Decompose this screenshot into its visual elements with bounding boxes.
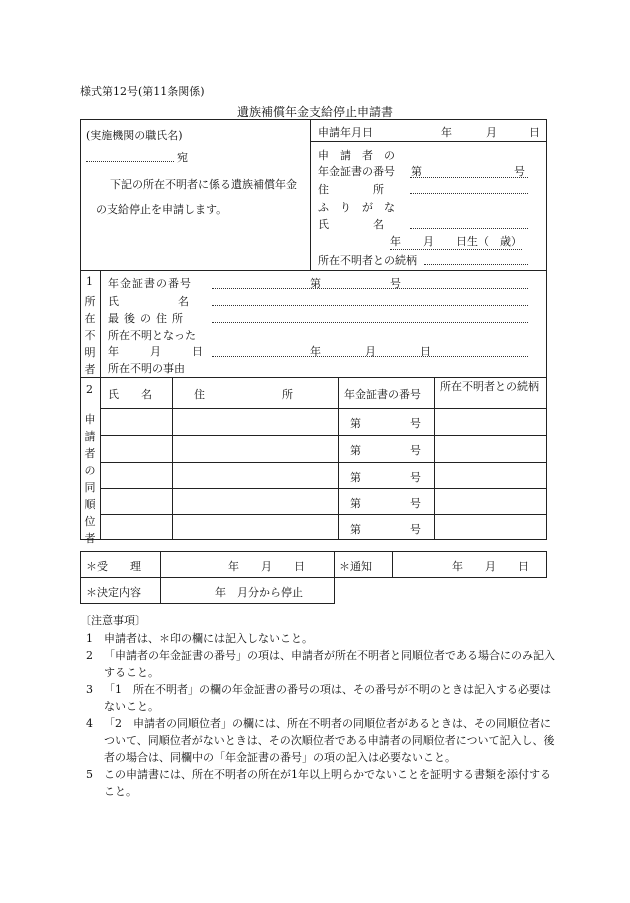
- s1-pension-prefix: 第: [310, 277, 321, 290]
- decision-value: 年 月分から停止: [215, 586, 303, 599]
- s2-row-suffix: 号: [410, 444, 421, 457]
- decision-label: ＊決定内容: [86, 586, 141, 599]
- s2-row-prefix: 第: [350, 497, 361, 510]
- request-text-1: 下記の所在不明者に係る遺族補償年金: [110, 178, 297, 191]
- section1-side-label: 所在不明者: [84, 295, 96, 376]
- receipt-date: 年 月 日: [228, 560, 305, 573]
- agency-input-line[interactable]: [86, 161, 174, 162]
- section1-number: 1: [86, 275, 93, 288]
- s1-name-line[interactable]: [212, 305, 528, 306]
- notes-title: 〔注意事項〕: [80, 614, 146, 627]
- date-month: 月: [486, 126, 497, 139]
- request-text-2: の支給停止を申請します。: [96, 203, 228, 216]
- s2-col-address: 住 所: [194, 388, 293, 401]
- s1-last-address-label: 最後の住所: [108, 312, 188, 325]
- applicant-address-label: 住 所: [318, 183, 384, 196]
- applicant-label: 申 請 者 の: [318, 149, 395, 162]
- notice-date: 年 月 日: [452, 560, 529, 573]
- s1-pension-suffix: 号: [390, 277, 401, 290]
- s2-row-suffix: 号: [410, 497, 421, 510]
- s2-col-name: 氏 名: [108, 388, 152, 401]
- notice-label: ＊通知: [339, 560, 372, 573]
- date-label: 申請年月日: [318, 126, 373, 139]
- s1-name-label: 氏 名: [108, 295, 192, 308]
- s2-col-relation: 所在不明者との続柄: [440, 380, 539, 393]
- furigana-label: ふ り が な: [318, 201, 395, 214]
- s2-row-prefix: 第: [350, 471, 361, 484]
- s2-col-pension: 年金証書の番号: [344, 388, 421, 401]
- section2-side-label: 申請者の同順位者: [84, 413, 96, 545]
- form-title: 遺族補償年金支給停止申請書: [236, 105, 393, 119]
- note-item: 5 この申請書には、所在不明者の所在が1年以上明らかでないことを証明する書類を添付すること。: [86, 768, 551, 798]
- applicant-pension-label: 年金証書の番号: [318, 165, 395, 178]
- agency-label: (実施機関の職氏名): [86, 129, 183, 142]
- date-day: 日: [529, 126, 540, 139]
- note-item: 2 「申請者の年金証書の番号」の項は、申請者が所在不明者と同順位者である場合にのみ記入すること。: [86, 649, 555, 679]
- receipt-label: ＊受 理: [86, 560, 141, 573]
- addressee-suffix: 宛: [177, 151, 188, 164]
- s2-row-prefix: 第: [350, 523, 361, 536]
- s1-missing-date-value: 年 月 日: [310, 345, 431, 358]
- s1-missing-date-line[interactable]: [212, 356, 528, 357]
- relation-label: 所在不明者との続柄: [318, 254, 417, 267]
- s1-reason-label: 所在不明の事由: [108, 362, 185, 375]
- applicant-pension-suffix: 号: [514, 165, 525, 178]
- s2-row-suffix: 号: [410, 417, 421, 430]
- applicant-address-line[interactable]: [410, 193, 528, 194]
- note-item: 3 「1 所在不明者」の欄の年金証書の番号の項は、その番号が不明のときは記入する必要はないこと。: [86, 683, 551, 713]
- s2-row-prefix: 第: [350, 417, 361, 430]
- note-item: 1 申請者は、＊印の欄には記入しないこと。: [86, 632, 313, 645]
- applicant-pension-prefix: 第: [411, 165, 422, 178]
- s1-pension-line[interactable]: [212, 288, 528, 289]
- s1-pension-label: 年金証書の番号: [108, 277, 192, 290]
- s1-missing-date-label-1: 所在不明となった: [108, 329, 196, 342]
- date-year: 年: [441, 126, 452, 139]
- s1-missing-date-label-2: 年 月 日: [108, 345, 206, 358]
- form-number: 様式第12号(第11条関係): [80, 85, 205, 98]
- relation-line[interactable]: [424, 264, 528, 265]
- note-item: 4 「2 申請者の同順位者」の欄には、所在不明者の同順位者があるときは、その同順位者について、同順位者がないときは、その次順位者である申請者の同順位者について記入し、後者の場合は、同欄中の「年金証書の番号」の項の記入は必要ないこと。: [86, 717, 555, 764]
- section2-number: 2: [86, 383, 93, 396]
- applicant-birth: 年 月 日生（ 歳）: [390, 235, 522, 248]
- applicant-name-label: 氏 名: [318, 218, 384, 231]
- s2-row-prefix: 第: [350, 444, 361, 457]
- s1-last-address-line[interactable]: [212, 322, 528, 323]
- applicant-pension-line[interactable]: [410, 177, 528, 178]
- s2-row-suffix: 号: [410, 471, 421, 484]
- applicant-name-line[interactable]: [410, 228, 528, 229]
- s2-row-suffix: 号: [410, 523, 421, 536]
